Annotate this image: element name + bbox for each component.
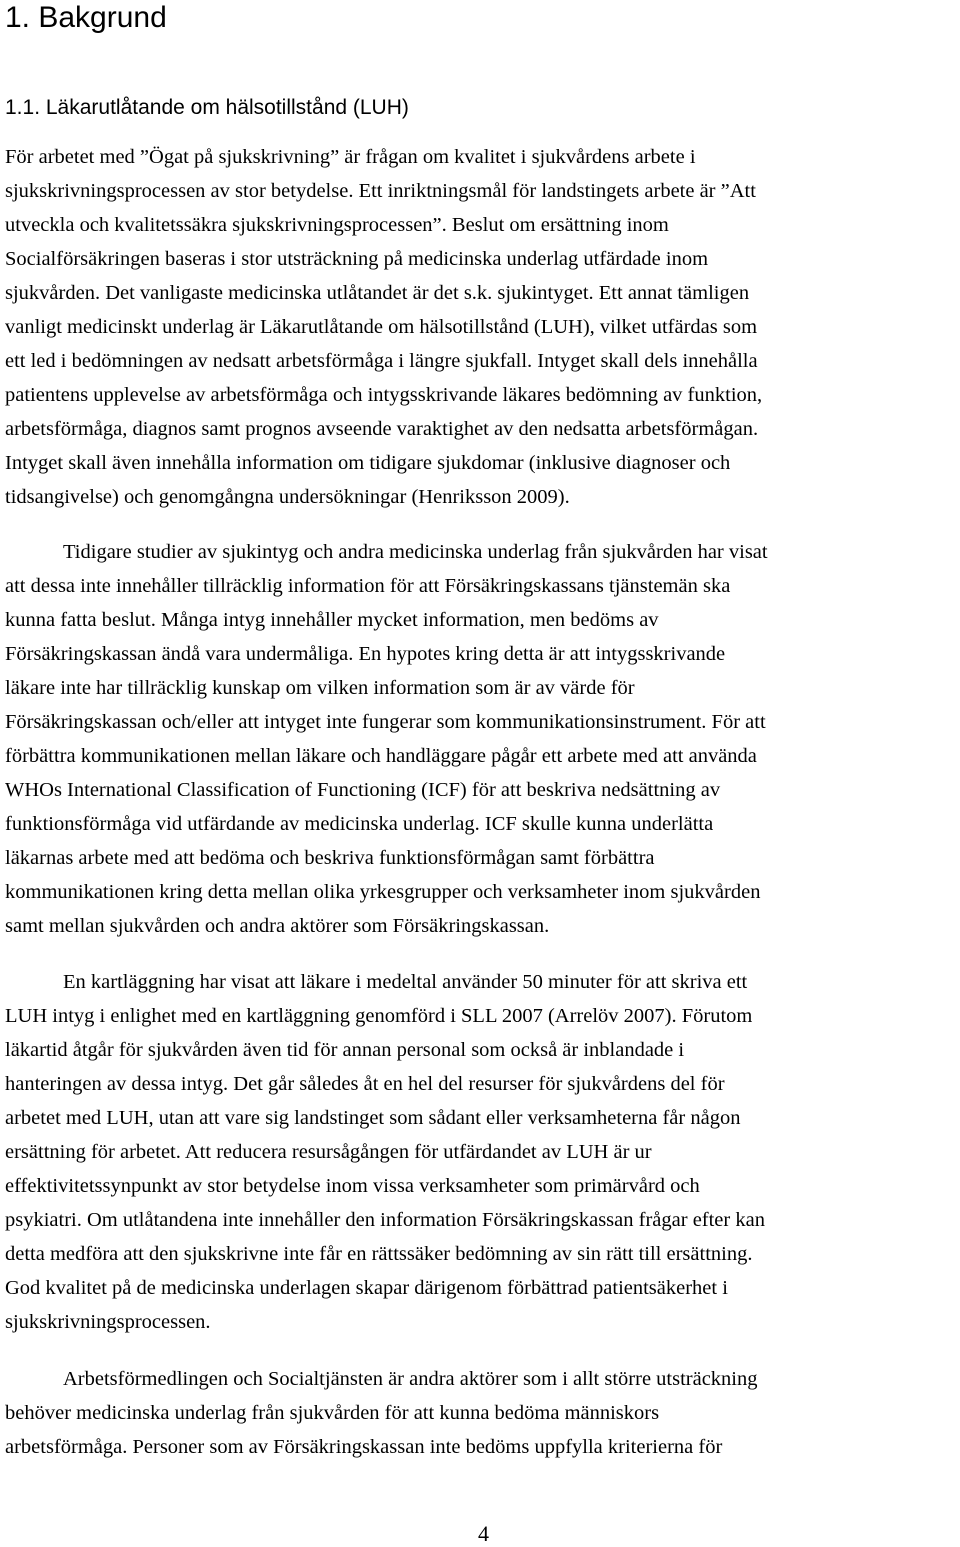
- paragraph-2-line: funktionsförmåga vid utfärdande av medicinska underlag. ICF skulle kunna underlätta: [5, 813, 714, 835]
- page-number: 4: [478, 1521, 489, 1546]
- paragraph-3-line: arbetet med LUH, utan att vare sig landstinget som sådant eller verksamheterna får någon: [5, 1107, 741, 1129]
- paragraph-1-line: patientens upplevelse av arbetsförmåga och intygsskrivande läkares bedömning av funktion,: [5, 384, 763, 406]
- paragraph-2-line: förbättra kommunikationen mellan läkare och handläggare pågår ett arbete med att använda: [5, 745, 757, 767]
- paragraph-3-line: ersättning för arbetet. Att reducera resursågången för utfärdandet av LUH är ur: [5, 1141, 652, 1163]
- paragraph-1-line: sjukvården. Det vanligaste medicinska utlåtandet är det s.k. sjukintyget. Ett annat tämligen: [5, 282, 750, 304]
- paragraph-1-line: ett led i bedömningen av nedsatt arbetsförmåga i längre sjukfall. Intyget skall dels innehålla: [5, 350, 758, 372]
- paragraph-1-line: sjukskrivningsprocessen av stor betydelse. Ett inriktningsmål för landstingets arbete är ”Att: [5, 180, 756, 202]
- section-heading: 1. Bakgrund: [5, 1, 167, 34]
- paragraph-2-line: att dessa inte innehåller tillräcklig information för att Försäkringskassans tjänstemän ska: [5, 575, 731, 597]
- paragraph-2-line: läkare inte har tillräcklig kunskap om vilken information som är av värde för: [5, 677, 635, 699]
- paragraph-3-line: hanteringen av dessa intyg. Det går således åt en hel del resurser för sjukvårdens del för: [5, 1073, 725, 1095]
- paragraph-1-line: Socialförsäkringen baseras i stor utsträckning på medicinska underlag utfärdade inom: [5, 248, 709, 270]
- paragraph-2-line: kunna fatta beslut. Många intyg innehåller mycket information, men bedöms av: [5, 609, 659, 631]
- paragraph-2-line: Försäkringskassan och/eller att intyget inte fungerar som kommunikationsinstrument. För att: [5, 711, 766, 733]
- paragraph-4-line: Arbetsförmedlingen och Socialtjänsten är andra aktörer som i allt större utsträckning: [63, 1368, 758, 1390]
- paragraph-1-line: vanligt medicinskt underlag är Läkarutlåtande om hälsotillstånd (LUH), vilket utfärdas som: [5, 316, 758, 338]
- paragraph-1-line: tidsangivelse) och genomgångna undersökningar (Henriksson 2009).: [5, 486, 570, 508]
- paragraph-2-line: kommunikationen kring detta mellan olika yrkesgrupper och verksamheter inom sjukvården: [5, 881, 761, 903]
- paragraph-1-line: arbetsförmåga, diagnos samt prognos avseende varaktighet av den nedsatta arbetsförmågan.: [5, 418, 759, 440]
- paragraph-4-line: arbetsförmåga. Personer som av Försäkringskassan inte bedöms uppfylla kriterierna för: [5, 1436, 723, 1458]
- paragraph-2-line: Tidigare studier av sjukintyg och andra medicinska underlag från sjukvården har visat: [63, 541, 768, 563]
- paragraph-3-line: sjukskrivningsprocessen.: [5, 1311, 211, 1333]
- paragraph-3-line: läkartid åtgår för sjukvården även tid för annan personal som också är inblandade i: [5, 1039, 685, 1061]
- paragraph-3-line: En kartläggning har visat att läkare i medeltal använder 50 minuter för att skriva ett: [63, 971, 748, 993]
- paragraph-3-line: psykiatri. Om utlåtandena inte innehåller den information Försäkringskassan frågar efter kan: [5, 1209, 765, 1231]
- paragraph-3-line: detta medföra att den sjukskrivne inte får en rättssäker bedömning av sin rätt till ersättning.: [5, 1243, 753, 1265]
- subsection-heading: 1.1. Läkarutlåtande om hälsotillstånd (LUH): [5, 96, 409, 119]
- paragraph-3-line: effektivitetssynpunkt av stor betydelse inom vissa verksamheter som primärvård och: [5, 1175, 700, 1197]
- paragraph-2-line: samt mellan sjukvården och andra aktörer som Försäkringskassan.: [5, 915, 550, 937]
- paragraph-2-line: WHOs International Classification of Functioning (ICF) för att beskriva nedsättning av: [5, 779, 721, 801]
- paragraph-2-line: läkarnas arbete med att bedöma och beskriva funktionsförmågan samt förbättra: [5, 847, 655, 869]
- paragraph-3-line: LUH intyg i enlighet med en kartläggning genomförd i SLL 2007 (Arrelöv 2007). Förutom: [5, 1005, 753, 1027]
- paragraph-1-line: utveckla och kvalitetssäkra sjukskrivningsprocessen”. Beslut om ersättning inom: [5, 214, 669, 236]
- paragraph-2-line: Försäkringskassan ändå vara undermåliga. En hypotes kring detta är att intygsskrivande: [5, 643, 726, 665]
- paragraph-1-line: Intyget skall även innehålla information om tidigare sjukdomar (inklusive diagnoser och: [5, 452, 731, 474]
- paragraph-4-line: behöver medicinska underlag från sjukvården för att kunna bedöma människors: [5, 1402, 660, 1424]
- paragraph-3-line: God kvalitet på de medicinska underlagen skapar därigenom förbättrad patientsäkerhet i: [5, 1277, 728, 1299]
- paragraph-1-line: För arbetet med ”Ögat på sjukskrivning” är frågan om kvalitet i sjukvårdens arbete i: [5, 146, 696, 168]
